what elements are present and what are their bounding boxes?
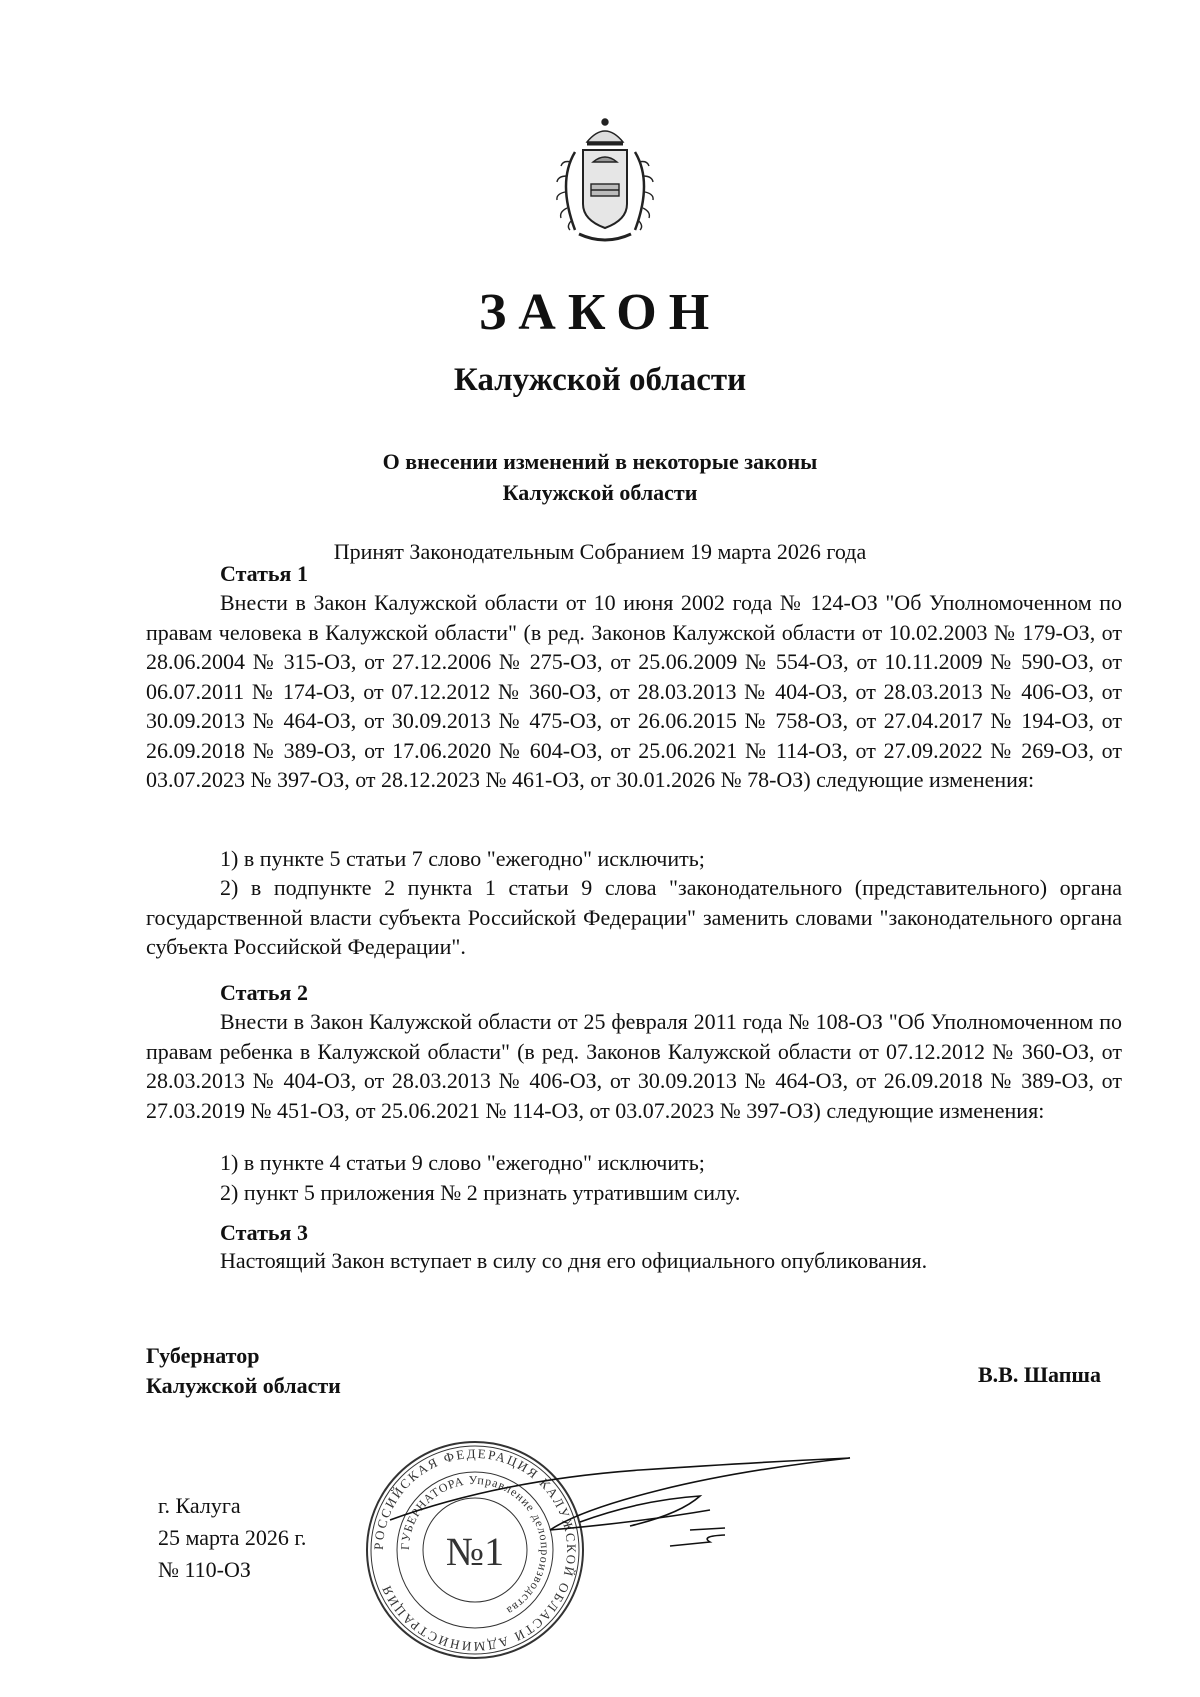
article-2-heading: Статья 2 (220, 980, 308, 1005)
article-1-item-1: 1) в пункте 5 статьи 7 слово "ежегодно" исключить; (220, 846, 705, 871)
place-city: г. Калуга (158, 1493, 241, 1518)
article-1-heading: Статья 1 (220, 561, 308, 586)
article-2-intro: Внести в Закон Калужской области от 25 февраля 2011 года № 108-ОЗ "Об Уполномоченном по правам ребенка в Калужской области" (в ред. Законов Калужской области от 07.12.2012 № 360-ОЗ, от 28.03.2013 № 404-ОЗ, от 28.03.2013 № 406-ОЗ, от 30.09.2013 № 464-ОЗ, от 26.09.2018 № 389-ОЗ, от 27.03.2019 № 451-ОЗ, от 25.06.2021 № 114-ОЗ, от 03.07.2023 № 397-ОЗ) следующие изменения: (146, 1009, 1122, 1123)
signatory-name: В.В. Шапша (978, 1362, 1101, 1387)
signatory-position-line-2: Калужской области (146, 1373, 341, 1398)
place-date: 25 марта 2026 г. (158, 1525, 307, 1550)
subject-line-1: О внесении изменений в некоторые законы (382, 449, 818, 474)
article-2-item-1: 1) в пункте 4 статьи 9 слово "ежегодно" исключить; (220, 1150, 705, 1175)
handwritten-signature (380, 1450, 920, 1560)
article-2-item-2: 2) пункт 5 приложения № 2 признать утратившим силу. (220, 1180, 741, 1205)
stamp-outer-text: РОССИЙСКАЯ ФЕДЕРАЦИЯ КАЛУЖСКОЙ ОБЛАСТИ АДМИНИСТРАЦИЯ (370, 1445, 580, 1655)
law-number: № 110-ОЗ (158, 1557, 251, 1582)
law-subject (0, 446, 1200, 508)
document-title: ЗАКОН (478, 284, 722, 341)
article-1-item-2: 2) в подпункте 2 пункта 1 статьи 9 слова "законодательного (представительного) органа государственной власти субъекта Российской Федерации" заменить словами "законодательного органа субъекта Российской Федерации". (146, 875, 1122, 959)
stamp-number: №1 (445, 1529, 505, 1574)
subject-line-2: Калужской области (502, 480, 698, 505)
coat-of-arms-emblem (545, 112, 665, 252)
article-1-intro: Внести в Закон Калужской области от 10 июня 2002 года № 124-ОЗ "Об Уполномоченном по правам человека в Калужской области" (в ред. Законов Калужской области от 10.02.2003 № 179-ОЗ, от 28.06.2004 № 315-ОЗ, от 27.12.2006 № 275-ОЗ, от 25.06.2009 № 554-ОЗ, от 10.11.2009 № 590-ОЗ, от 06.07.2011 № 174-ОЗ, от 07.12.2012 № 360-ОЗ, от 28.03.2013 № 404-ОЗ, от 28.03.2013 № 406-ОЗ, от 30.09.2013 № 464-ОЗ, от 30.09.2013 № 475-ОЗ, от 26.06.2015 № 758-ОЗ, от 27.04.2017 № 194-ОЗ, от 26.09.2018 № 389-ОЗ, от 17.06.2020 № 604-ОЗ, от 25.06.2021 № 114-ОЗ, от 27.09.2022 № 269-ОЗ, от 03.07.2023 № 397-ОЗ, от 28.12.2023 № 461-ОЗ, от 30.01.2026 № 78-ОЗ) следующие изменения: (146, 590, 1122, 792)
article-3-text: Настоящий Закон вступает в силу со дня его официального опубликования. (220, 1248, 928, 1273)
signatory-position-line-1: Губернатор (146, 1343, 260, 1368)
region-title: Калужской области (453, 362, 747, 398)
adoption-note: Принят Законодательным Собранием 19 марта 2026 года (333, 539, 867, 564)
place-and-date (158, 1490, 306, 1586)
article-3-heading: Статья 3 (220, 1220, 308, 1245)
stamp-inner-text: ГУБЕРНАТОРА Управление делопроизводства (397, 1472, 553, 1619)
